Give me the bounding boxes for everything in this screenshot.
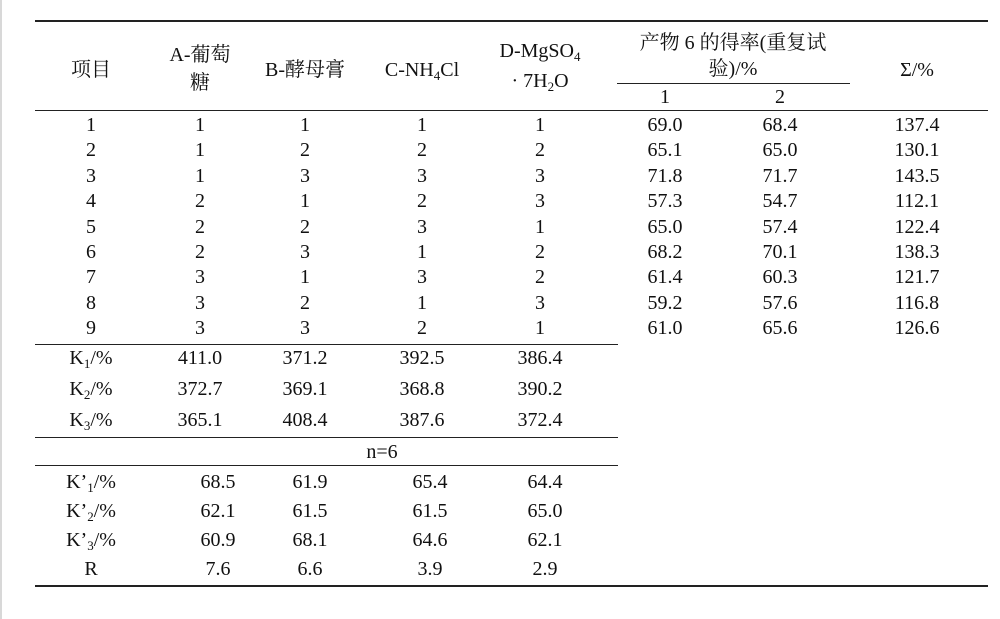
table-cell: 1	[417, 114, 427, 136]
table-cell: 61.0	[647, 317, 683, 340]
table-cell: 1	[195, 139, 205, 162]
table-cell: 1	[195, 164, 205, 187]
header-a-line1: A-葡萄	[169, 44, 231, 66]
k-value: 392.5	[399, 347, 445, 369]
k-value: 411.0	[177, 347, 223, 369]
table-cell: 1	[300, 190, 310, 213]
n-bottom-rule	[35, 465, 618, 466]
r-value: 2.9	[532, 558, 558, 580]
table-cell: 8	[86, 291, 96, 314]
table-cell: 3	[300, 317, 310, 340]
table-cell: 1	[417, 241, 427, 263]
table-cell: 7	[86, 266, 96, 289]
page-edge	[0, 0, 2, 619]
table-cell: 3	[417, 266, 427, 289]
table-cell: 143.5	[894, 164, 940, 187]
table-cell: 1	[535, 114, 545, 136]
header-b: B-酵母膏	[265, 59, 345, 81]
table-cell: 2	[417, 139, 427, 162]
table-cell: 60.3	[762, 266, 798, 289]
yield-subheader-rule	[617, 83, 850, 84]
table-cell: 3	[300, 241, 310, 263]
header-d-line2	[511, 68, 568, 94]
table-cell: 3	[195, 266, 205, 289]
r-value: 3.9	[417, 558, 443, 580]
header-d-subscript: 4	[573, 49, 581, 64]
table-cell: 1	[86, 114, 96, 136]
table-cell: 122.4	[894, 215, 940, 238]
table-cell: 2	[535, 139, 545, 162]
header-item: 项目	[71, 59, 111, 81]
table-cell: 2	[417, 190, 427, 213]
r-value: 7.6	[205, 558, 231, 580]
k-prime-value: 61.5	[292, 500, 328, 522]
table-cell: 57.6	[762, 291, 798, 314]
header-c-subscript: 4	[433, 68, 441, 83]
table-cell: 6	[86, 241, 96, 263]
header-c-text: C-NH	[384, 59, 434, 81]
k-prime-label: $K’_2/\%$	[66, 500, 116, 524]
k-value: 408.4	[282, 409, 328, 431]
table-cell: 65.6	[762, 317, 798, 340]
table-cell: 3	[417, 164, 427, 187]
table-cell: 70.1	[762, 241, 798, 263]
k-prime-label: $K’_1/\%$	[66, 471, 116, 495]
table-cell: 69.0	[647, 114, 683, 136]
table-cell: 2	[535, 241, 545, 263]
table-cell: 137.4	[894, 114, 940, 136]
table-cell: 3	[195, 291, 205, 314]
table-cell: 59.2	[647, 291, 683, 314]
k-prime-value: 62.1	[527, 529, 563, 551]
k-prime-value: 68.1	[292, 529, 328, 551]
header-sum: Σ/%	[900, 59, 934, 81]
table-cell: 2	[417, 317, 427, 340]
header-d-text: D-MgSO	[499, 40, 574, 62]
k-value: 369.1	[282, 378, 328, 400]
table-cell: 57.4	[762, 215, 798, 238]
k-prime-value: 64.6	[412, 529, 448, 551]
k-value: 372.4	[517, 409, 563, 431]
table-cell: 138.3	[894, 241, 940, 263]
table-cell: 3	[86, 164, 96, 187]
table-cell: 2	[535, 266, 545, 289]
k-value: 372.7	[177, 378, 223, 400]
table-cell: 2	[300, 139, 310, 162]
header-d2-text-end: O	[554, 70, 569, 92]
k-prime-value: 68.5	[200, 471, 236, 493]
r-value: 6.6	[297, 558, 323, 580]
header-c	[385, 57, 459, 83]
header-yield-line1: 产物 6 的得率(重复试	[639, 32, 827, 54]
n-label: n=6	[366, 441, 398, 463]
k-prime-value: 60.9	[200, 529, 236, 551]
table-cell: 2	[86, 139, 96, 162]
rows-bottom-rule	[35, 344, 618, 345]
k-value: 365.1	[177, 409, 223, 431]
table-cell: 65.0	[647, 215, 683, 238]
table-cell: 1	[300, 114, 310, 136]
table-cell: 3	[535, 291, 545, 314]
k-prime-value: 64.4	[527, 471, 563, 493]
table-cell: 71.8	[647, 164, 683, 187]
k-prime-label: $K’_3/\%$	[66, 529, 116, 553]
k-value: 387.6	[399, 409, 445, 431]
table-cell: 116.8	[894, 291, 940, 314]
table-cell: 3	[195, 317, 205, 340]
table-cell: 57.3	[647, 190, 683, 213]
k-prime-value: 65.4	[412, 471, 448, 493]
table-cell: 3	[417, 215, 427, 238]
table-cell: 68.2	[647, 241, 683, 263]
header-d2-subscript: 2	[547, 79, 555, 94]
k-bottom-rule	[35, 437, 618, 438]
header-rep-1: 1	[660, 86, 670, 108]
table-cell: 5	[86, 215, 96, 238]
table-cell: 61.4	[647, 266, 683, 289]
table-cell: 68.4	[762, 114, 798, 136]
table-cell: 112.1	[894, 190, 940, 213]
table-cell: 65.1	[647, 139, 683, 162]
header-d-line1	[500, 38, 581, 64]
table-cell: 2	[195, 215, 205, 238]
table-cell: 1	[535, 215, 545, 238]
table-cell: 2	[195, 190, 205, 213]
table-cell: 54.7	[762, 190, 798, 213]
header-rep-2: 2	[775, 86, 785, 108]
r-label: R	[84, 558, 98, 580]
header-a-line2: 糖	[190, 72, 210, 94]
k-label: $K_2/\%$	[69, 378, 113, 402]
table-cell: 3	[300, 164, 310, 187]
k-label: $K_1/\%$	[69, 347, 113, 371]
header-bottom-rule	[35, 110, 988, 111]
table-cell: 65.0	[762, 139, 798, 162]
table-cell: 1	[300, 266, 310, 289]
k-value: 390.2	[517, 378, 563, 400]
table-cell: 130.1	[894, 139, 940, 162]
table-cell: 1	[417, 291, 427, 314]
k-prime-value: 61.5	[412, 500, 448, 522]
k-prime-value: 61.9	[292, 471, 328, 493]
table-cell: 2	[300, 215, 310, 238]
table-cell: 126.6	[894, 317, 940, 340]
table-cell: 121.7	[894, 266, 940, 289]
k-value: 371.2	[282, 347, 328, 369]
header-c-text-end: Cl	[440, 59, 460, 81]
k-value: 386.4	[517, 347, 563, 369]
table-cell: 3	[535, 190, 545, 213]
table-cell: 1	[535, 317, 545, 340]
table-top-rule	[35, 20, 988, 22]
table-cell: 4	[86, 190, 96, 213]
table-cell: 3	[535, 164, 545, 187]
k-prime-value: 65.0	[527, 500, 563, 522]
k-prime-value: 62.1	[200, 500, 236, 522]
table-cell: 71.7	[762, 164, 798, 187]
table-bottom-rule	[35, 585, 988, 587]
header-yield-line2: 验)/%	[708, 58, 758, 80]
table-cell: 1	[195, 114, 205, 136]
header-d2-text: · 7H	[511, 70, 548, 92]
table-cell: 2	[300, 291, 310, 314]
table-cell: 9	[86, 317, 96, 340]
k-label: $K_3/\%$	[69, 409, 113, 433]
k-value: 368.8	[399, 378, 445, 400]
table-cell: 2	[195, 241, 205, 263]
